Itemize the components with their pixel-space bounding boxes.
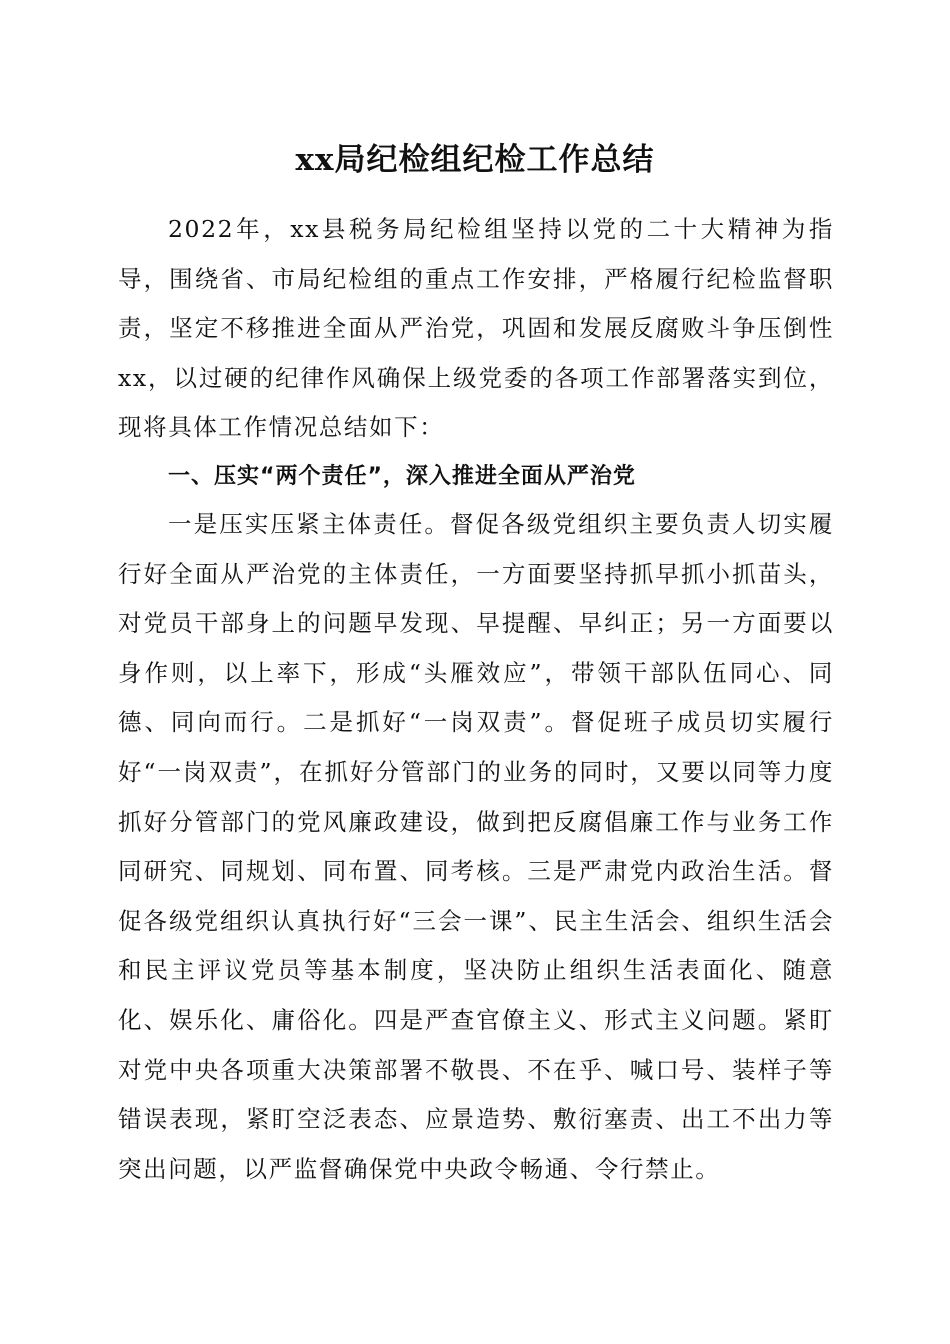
intro-paragraph: 2022年，xx县税务局纪检组坚持以党的二十大精神为指导，围绕省、市局纪检组的重点工作安排，严格履行纪检监督职责，坚定不移推进全面从严治党，巩固和发展反腐败斗争压倒性xx，以过硬的纪律作风确保上级党委的各项工作部署落实到位，现将具体工作情况总结如下： <box>118 215 834 442</box>
section-heading-1: 一、压实“两个责任”，深入推进全面从严治党 <box>168 464 636 489</box>
section-1-paragraph: 一是压实压紧主体责任。督促各级党组织主要负责人切实履行好全面从严治党的主体责任，一方面要坚持抓早抓小抓苗头，对党员干部身上的问题早发现、早提醒、早纠正；另一方面要以身作则，以上率下，形成“头雁效应”，带领干部队伍同心、同德、同向而行。二是抓好“一岗双责”。督促班子成员切实履行好“一岗双责”，在抓好分管部门的业务的同时，又要以同等力度抓好分管部门的党风廉政建设，做到把反腐倡廉工作与业务工作同研究、同规划、同布置、同考核。三是严肃党内政治生活。督促各级党组织认真执行好“三会一课”、民主生活会、组织生活会和民主评议党员等基本制度，坚决防止组织生活表面化、随意化、娱乐化、庸俗化。四是严查官僚主义、形式主义问题。紧盯对党中央各项重大决策部署不敬畏、不在乎、喊口号、装样子等错误表现，紧盯空泛表态、应景造势、敷衍塞责、出工不出力等突出问题，以严监督确保党中央政令畅通、令行禁止。 <box>118 510 834 1183</box>
document-title: xx局纪检组纪检工作总结 <box>295 142 655 178</box>
